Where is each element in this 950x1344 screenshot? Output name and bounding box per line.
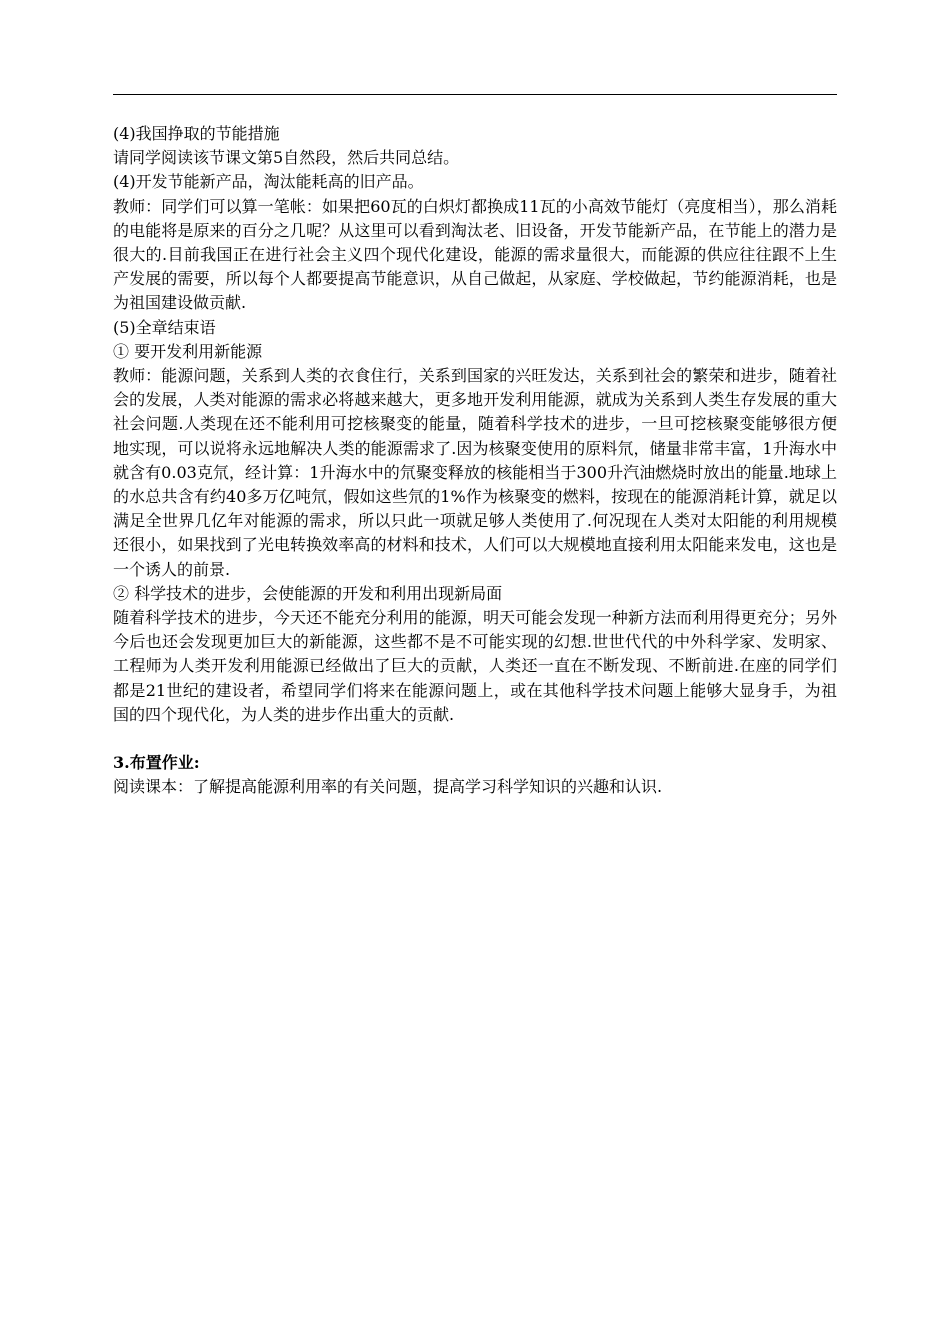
point1-teacher-paragraph: 教师：能源问题，关系到人类的衣食住行，关系到国家的兴旺发达，关系到社会的繁荣和进步，随着社会的发展，人类对能源的需求必将越来越大，更多地开发利用能源，就成为关系到人类生存发展的重大社会问题.人类现在还不能利用可挖核聚变的能量，随着科学技术的进步，一旦可挖核聚变能够很方便地实现，可以说将永远地解决人类的能源需求了.因为核聚变使用的原料氘，储量非常丰富，1升海水中就含有0.03克氘，经计算：1升海水中的氘聚变释放的核能相当于300升汽油燃烧时放出的能量.地球上的水总共含有约40多万亿吨氘，假如这些氘的1%作为核聚变的燃料，按现在的能源消耗计算，就足以满足全世界几亿年对能源的需求，所以只此一项就足够人类使用了.何况现在人类对太阳能的利用规模还很小，如果找到了光电转换效率高的材料和技术，人们可以大规模地直接利用太阳能来发电，这也是一个诱人的前景. [113, 366, 837, 579]
document-body [113, 122, 837, 800]
section5-heading: (5)全章结束语 [113, 317, 216, 337]
section4-point: (4)开发节能新产品，淘汰能耗高的旧产品。 [113, 172, 424, 192]
point1-heading: ① 要开发利用新能源 [113, 341, 263, 361]
section4-heading: (4)我国挣取的节能措施 [113, 124, 280, 143]
section4-teacher-paragraph: 教师：同学们可以算一笔帐：如果把60瓦的白炽灯都换成11瓦的小高效节能灯（亮度相当），那么消耗的电能将是原来的百分之几呢？从这里可以看到淘汰老、旧设备，开发节能新产品，在节能上的潜力是很大的.目前我国正在进行社会主义四个现代化建设，能源的需求量很大，而能源的供应往往跟不上生产发展的需要，所以每个人都要提高节能意识，从自己做起，从家庭、学校做起，节约能源消耗，也是为祖国建设做贡献. [113, 196, 837, 313]
blank-line [113, 727, 837, 751]
homework-paragraph: 阅读课本：了解提高能源利用率的有关问题，提高学习科学知识的兴趣和认识. [113, 777, 663, 797]
homework-heading: 3.布置作业: [113, 753, 200, 773]
section4-intro: 请同学阅读该节课文第5自然段，然后共同总结。 [113, 148, 460, 168]
point2-heading: ② 科学技术的进步，会使能源的开发和利用出现新局面 [113, 583, 503, 603]
point2-paragraph: 随着科学技术的进步，今天还不能充分利用的能源，明天可能会发现一种新方法而利用得更充分；另外今后也还会发现更加巨大的新能源，这些都不是不可能实现的幻想.世世代代的中外科学家、发明家、工程师为人类开发利用能源已经做出了巨大的贡献，人类还一直在不断发现、不断前进.在座的同学们都是21世纪的建设者，希望同学们将来在能源问题上，或在其他科学技术问题上能够大显身手，为祖国的四个现代化，为人类的进步作出重大的贡献. [113, 608, 837, 724]
header-rule [113, 94, 837, 95]
